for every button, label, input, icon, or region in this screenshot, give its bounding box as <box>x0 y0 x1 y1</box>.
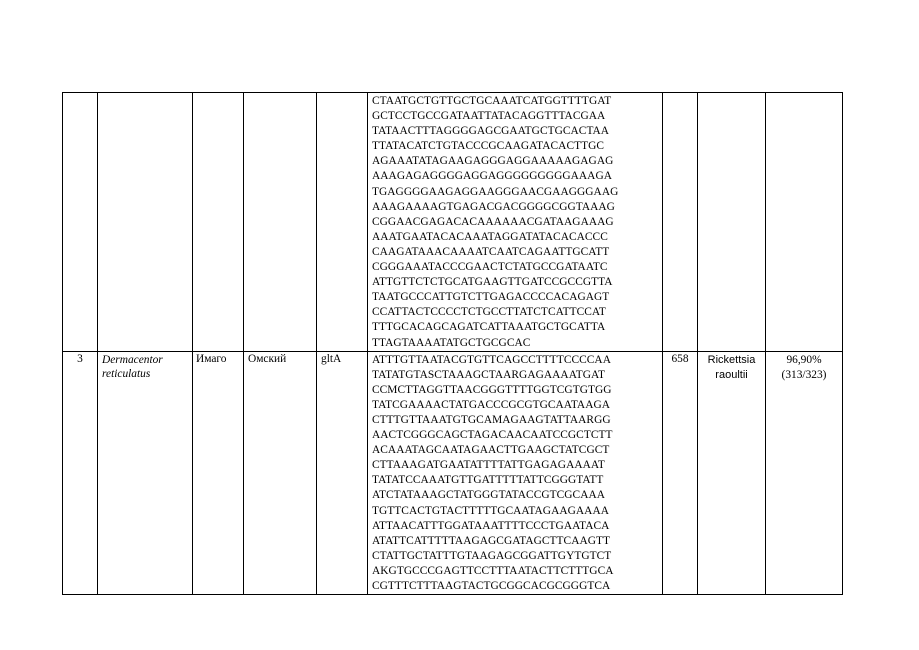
sequence-line: ACAAATAGCAATAGAACTTGAAGCTATCGCT <box>372 444 610 457</box>
sequence-line: CTTTGTTAAATGTGCAMAGAAGTATTAARGG <box>372 413 611 426</box>
sequence-line: CAAGATAAACAAAATCAATCAGAATTGCATT <box>372 245 610 258</box>
sequence-line: TATCGAAAACTATGACCCGCGTGCAATAAGA <box>372 398 611 411</box>
sequence-line: AAAGAGAGGGGAGGAGGGGGGGGGAAAGA <box>372 170 613 183</box>
sequence-line: TTAGTAAAATATGCTGCGCAC <box>372 336 531 349</box>
tick-species-cell <box>98 93 193 352</box>
sequence-line: AGAAATATAGAAGAGGGAGGAAAAAGAGAG <box>372 155 614 168</box>
length-cell <box>663 93 698 352</box>
stage-cell: Имаго <box>193 351 244 595</box>
region-cell: Омский <box>244 351 317 595</box>
sequence-line: TTATACATCTGTACCCGCAAGATACACTTGC <box>372 140 605 153</box>
gene-cell <box>317 93 368 352</box>
sequence-line: CCATTACTCCCCTCTGCCTTATCTCATTCCAT <box>372 306 606 319</box>
species-epithet: raoultii <box>715 368 748 381</box>
sequence-line: TGAGGGGAAGAGGAAGGGAACGAAGGGAAG <box>372 185 619 198</box>
species-cell <box>698 93 766 352</box>
length-cell: 658 <box>663 351 698 595</box>
sequence-results-table <box>62 92 843 595</box>
sequence-line: CCMCTTAGGTTAACGGGTTTTGGTCGTGTGG <box>372 383 612 396</box>
gene-cell: gltA <box>317 351 368 595</box>
sequence-line: CGGAACGAGACACAAAAAACGATAAGAAAG <box>372 215 614 228</box>
sequence-line: CTATTGCTATTTGTAAGAGCGGATTGYTGTCT <box>372 549 612 562</box>
sequence-line: CTAATGCTGTTGCTGCAAATCATGGTTTTGAT <box>372 95 612 107</box>
table-row <box>63 93 843 352</box>
sequence-line: CTTAAAGATGAATATTTTATTGAGAGAAAAT <box>372 459 605 472</box>
tick-species-cell: Dermacentor reticulatus <box>98 351 193 595</box>
identity-cell <box>766 93 843 352</box>
sequence-line: ATTGTTCTCTGCATGAAGTTGATCCGCCGTTA <box>372 276 613 289</box>
species-genus: Rickettsia <box>707 353 756 366</box>
identity-cell <box>766 351 843 595</box>
row-number-cell: 3 <box>63 351 98 595</box>
row-number-cell <box>63 93 98 352</box>
sequence-line: AKGTGCCCGAGTTCCTTTAATACTTCTTTGCA <box>372 564 614 577</box>
identity-count: (313/323) <box>781 368 827 381</box>
sequence-cell <box>368 93 663 352</box>
sequence-line: ATTTGTTAATACGTGTTCAGCCTTTTCCCCAA <box>372 353 611 366</box>
species-cell <box>698 351 766 595</box>
sequence-line: AACTCGGGCAGCTAGACAACAATCCGCTCTT <box>372 429 613 442</box>
sequence-line: CGTTTCTTTAAGTACTGCGGCACGCGGGTCA <box>372 580 611 592</box>
sequence-line: ATTAACATTTGGATAAATTTTCCCTGAATACA <box>372 519 610 532</box>
sequence-line: TTTGCACAGCAGATCATTAAATGCTGCATTA <box>372 321 606 334</box>
sequence-line: ATCTATAAAGCTATGGGTATACCGTCGCAAA <box>372 489 606 502</box>
sequence-line: GCTCCTGCCGATAATTATACAGGTTTACGAA <box>372 110 606 123</box>
sequence-line: TATAACTTTAGGGGAGCGAATGCTGCACTAA <box>372 125 610 138</box>
sequence-line: AAATGAATACACAAATAGGATATACACACCC <box>372 230 608 243</box>
sequence-line: TATATGTASCTAAAGCTAARGAGAAAATGAT <box>372 368 606 381</box>
identity-percent: 96,90% <box>786 353 822 366</box>
sequence-cell <box>368 351 663 595</box>
sequence-line: TAATGCCCATTGTCTTGAGACCCCACAGAGT <box>372 291 610 304</box>
sequence-line: TGTTCACTGTACTTTTTGCAATAGAAGAAAA <box>372 504 610 517</box>
stage-cell <box>193 93 244 352</box>
sequence-line: AAAGAAAAGTGAGACGACGGGGCGGTAAAG <box>372 200 615 213</box>
region-cell <box>244 93 317 352</box>
sequence-line: ATATTCATTTTTAAGAGCGATAGCTTCAAGTT <box>372 534 611 547</box>
sequence-line: CGGGAAATACCCGAACTCTATGCCGATAATC <box>372 261 608 274</box>
sequence-line: TATATCCAAATGTTGATTTTTATTCGGGTATT <box>372 474 604 487</box>
table-row <box>63 351 843 595</box>
